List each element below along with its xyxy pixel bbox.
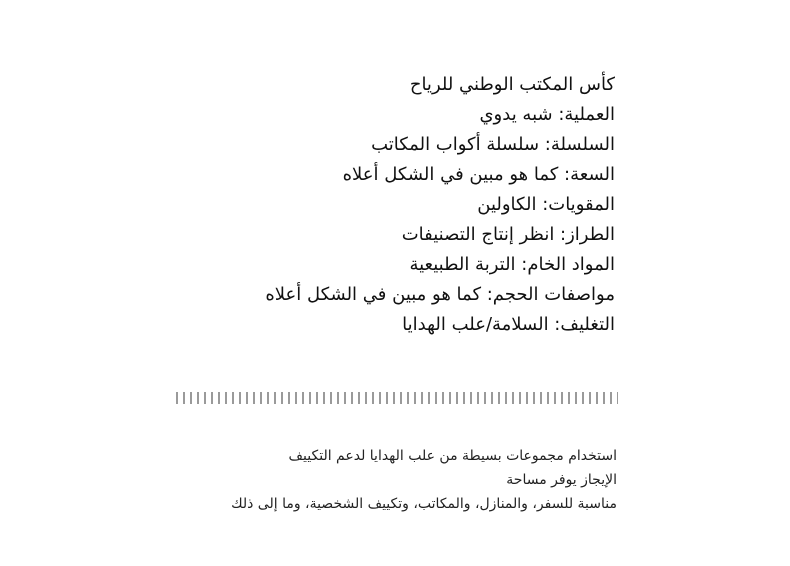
product-title: كأس المكتب الوطني للرياح [409,74,615,95]
spec-style: الطراز: انظر إنتاج التصنيفات [401,224,615,245]
spec-materials: المقويات: الكاولين [477,194,615,215]
product-spec-list [175,70,615,340]
spec-raw-materials: المواد الخام: التربة الطبيعية [409,254,615,275]
feature-item: استخدام مجموعات بسيطة من علب الهدايا لدعم التكييف [288,448,617,464]
feature-item: مناسبة للسفر، والمنازل، والمكاتب، وتكييف الشخصية، وما إلى ذلك [231,496,617,512]
spec-capacity: السعة: كما هو مبين في الشكل أعلاه [342,164,615,185]
spec-size: مواصفات الحجم: كما هو مبين في الشكل أعلاه [265,284,615,305]
spec-series: السلسلة: سلسلة أكواب المكاتب [371,134,615,155]
feature-item: الإيجاز يوفر مساحة [506,472,617,488]
spec-packaging: التغليف: السلامة/علب الهدايا [402,314,615,335]
feature-list [167,444,617,516]
spec-process: العملية: شبه يدوي [479,104,615,125]
dotted-divider [176,392,618,404]
